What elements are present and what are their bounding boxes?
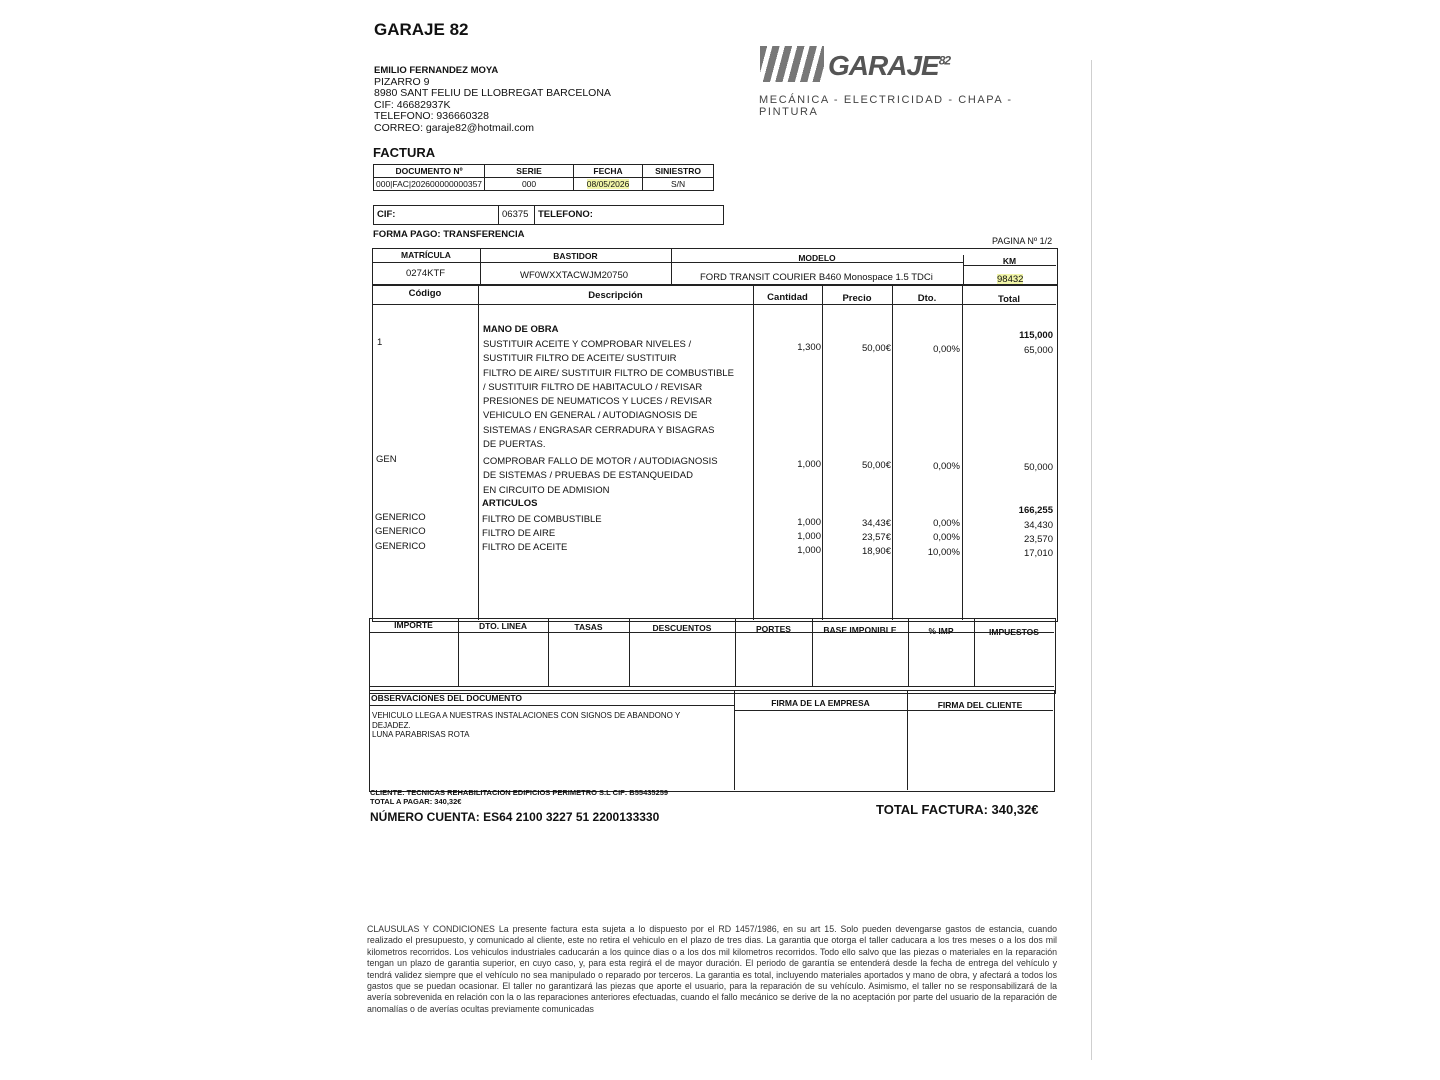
doc-number-header: DOCUMENTO Nº: [374, 165, 485, 178]
document-info-table: [373, 164, 714, 191]
client-signature-label: FIRMA DEL CLIENTE: [937, 700, 1023, 710]
company-logo: [752, 44, 1057, 118]
summary-amount-header: IMPORTE: [394, 620, 433, 630]
phone-label: TELEFONO:: [538, 209, 593, 220]
total-header: Total: [998, 294, 1020, 305]
series-value: 000: [485, 178, 574, 191]
bank-account: NÚMERO CUENTA: ES64 2100 3227 51 2200133330: [370, 810, 660, 824]
part-quantity: 1,000: [797, 545, 821, 556]
payment-method: FORMA PAGO: TRANSFERENCIA: [373, 229, 525, 240]
company-phone: TELEFONO: 936660328: [374, 110, 489, 122]
part-description: FILTRO DE COMBUSTIBLE: [482, 514, 602, 525]
part-code: GENERICO: [375, 512, 426, 523]
part-discount: 0,00%: [933, 518, 960, 529]
part-quantity: 1,000: [797, 517, 821, 528]
labour-section-total: 115,000: [1019, 330, 1053, 341]
parts-section-total: 166,255: [1018, 505, 1053, 516]
line-discount: 0,00%: [933, 344, 960, 355]
company-email: CORREO: garaje82@hotmail.com: [374, 121, 535, 134]
part-total: 17,010: [1023, 548, 1053, 559]
model-value: FORD TRANSIT COURIER B460 Monospace 1.5 TDCi: [700, 272, 933, 283]
invoice-total: TOTAL FACTURA: 340,32€: [876, 802, 1039, 817]
vin-header: BASTIDOR: [553, 251, 598, 261]
company-title: GARAJE 82: [374, 20, 469, 39]
client-info: CLIENTE: TECNICAS REHABILITACION EDIFICIOS PERIMETRO S.L CIF: B55435259 TOTAL A PAGAR: 340,32€: [370, 788, 669, 806]
km-value: 98432: [997, 274, 1024, 285]
plate-header: MATRÍCULA: [401, 250, 451, 260]
owner-name: EMILIO FERNANDEZ MOYA: [374, 65, 499, 76]
client-cif-row: [373, 205, 724, 225]
series-header: SERIE: [485, 165, 574, 178]
company-details: [374, 65, 611, 134]
summary-discounts-header: DESCUENTOS: [652, 623, 712, 633]
company-city: 8980 SANT FELIU DE LLOBREGAT BARCELONA: [374, 87, 611, 99]
parts-section-title: ARTICULOS: [482, 498, 538, 509]
summary-line-discount-header: DTO. LINEA: [478, 621, 527, 631]
cif-value: 06375: [502, 209, 529, 220]
discount-header: Dto.: [917, 293, 937, 304]
date-header: FECHA: [574, 165, 643, 178]
cif-label: CIF:: [377, 209, 396, 220]
logo-name: GARAJE$^{82}$: [828, 50, 951, 81]
part-price: 23,57€: [861, 532, 891, 543]
summary-tax-rate-header: % IMP: [928, 626, 954, 636]
line-price: 50,00€: [861, 343, 891, 354]
part-price: 18,90€: [861, 546, 891, 557]
company-cif: CIF: 46682937K: [374, 98, 451, 111]
page-edge: [1091, 60, 1092, 1060]
date-value: 08/05/2026: [574, 178, 643, 191]
quantity-header: Cantidad: [767, 292, 808, 303]
part-code: GENERICO: [375, 541, 426, 552]
part-description: FILTRO DE AIRE: [482, 528, 556, 539]
price-header: Precio: [842, 293, 872, 304]
claim-header: SINIESTRO: [643, 165, 714, 178]
line-discount: 0,00%: [933, 461, 960, 472]
line-quantity: 1,300: [797, 342, 821, 353]
company-address: PIZARRO 9: [374, 75, 430, 88]
doc-number-value: 000|FAC|202600000000357: [374, 178, 485, 191]
part-discount: 10,00%: [927, 547, 960, 558]
description-header: Descripción: [588, 290, 643, 301]
company-signature-label: FIRMA DE LA EMPRESA: [771, 698, 870, 708]
summary-taxes-header: IMPUESTOS: [989, 627, 1039, 637]
logo-tagline: MECÁNICA - ELECTRICIDAD - CHAPA - PINTURA: [759, 94, 1013, 118]
logo-stripes-icon: [760, 46, 824, 82]
observations-heading: OBSERVACIONES DEL DOCUMENTO: [371, 693, 522, 703]
part-quantity: 1,000: [797, 531, 821, 542]
claim-value: S/N: [643, 178, 714, 191]
part-total: 34,430: [1023, 520, 1053, 531]
part-description: FILTRO DE ACEITE: [482, 542, 568, 553]
summary-shipping-header: PORTES: [756, 624, 791, 634]
km-header: KM: [1002, 256, 1017, 266]
line-description: SUSTITUIR ACEITE Y COMPROBAR NIVELES / SUSTITUIR FILTRO DE ACEITE/ SUSTITUIR FILTRO DE AIRE/ SUSTITUIR FILTRO DE COMBUSTIBLE / SUSTITUIR FILTRO DE HABITACULO / REVISAR PRESIONES DE NEUMATICOS Y LUCES / REVISAR VEHICULO EN GENERAL / AUTODIAGNOSIS DE SISTEMAS / ENGRASAR CERRADURA Y BISAGRAS DE PUERTAS.: [483, 339, 734, 451]
part-total: 23,570: [1023, 534, 1053, 545]
vin-value: WF0WXXTACWJM20750: [520, 270, 629, 281]
model-header: MODELO: [798, 253, 836, 263]
summary-taxable-base-header: BASE IMPONIBLE: [823, 625, 897, 635]
labour-section-title: MANO DE OBRA: [483, 324, 559, 335]
line-description: COMPROBAR FALLO DE MOTOR / AUTODIAGNOSIS DE SISTEMAS / PRUEBAS DE ESTANQUEIDAD EN CIRCUITO DE ADMISION: [483, 456, 718, 496]
line-total: 50,000: [1023, 462, 1053, 473]
page-number: PAGINA Nº 1/2: [992, 236, 1053, 246]
invoice-heading: FACTURA: [373, 145, 436, 160]
line-quantity: 1,000: [797, 459, 821, 470]
summary-fees-header: TASAS: [574, 622, 603, 632]
part-discount: 0,00%: [933, 532, 960, 543]
part-price: 34,43€: [861, 518, 891, 529]
terms-and-conditions: CLAUSULAS Y CONDICIONES La presente factura esta sujeta a lo dispuesto por el RD 1457/1986, en su art 15. Solo pueden devengarse gastos de estancia, cuando realizado el presupuesto, y comunicado al cliente, este no retira el vehiculo en el plazo de tres dias. La garantia que otorga el taller caducara a los tres meses o a los dos mil kilometros recorridos. Los vehiculos industriales caducarán a los quince dias o a los dos mil kilometros recorridos. Todo ello salvo que las piezas o materiales en la reparación tengan un plazo de garantia superior, en cuyo caso, y, para esta regirá el de mayor duración. El periodo de garantía se entenderá desde la fecha de entrega del vehículo y tendrá validez siempre que el vehículo no sea manipulado o reparado por terceros. La garantia es total, incluyendo materiales aportados y mano de obra, y afectará a todos los gastos que se puedan ocasionar. El taller no garantizará las piezas que aporte el usuario, para la reparación de su vehículo. Asimismo, el taller no se responsabilizará de la avería sobrevenida en relación con la o las reparaciones anteriores efectuadas, cuando el fallo mecánico se derive de la no aceptación por parte del usuario de la reparación de anomalías o de averías ocultas previamente comunicadas: [367, 924, 1057, 1014]
lines-table: [372, 284, 1058, 622]
part-code: GENERICO: [375, 526, 426, 537]
code-header: Código: [408, 288, 442, 299]
line-total: 65,000: [1023, 345, 1053, 356]
line-price: 50,00€: [861, 460, 891, 471]
observations-text: VEHICULO LLEGA A NUESTRAS INSTALACIONES CON SIGNOS DE ABANDONO Y DEJADEZ. LUNA PARABRISAS ROTA: [372, 711, 681, 739]
plate-value: 0274KTF: [406, 268, 446, 279]
line-code: 1: [377, 337, 383, 348]
line-code: GEN: [376, 454, 397, 465]
